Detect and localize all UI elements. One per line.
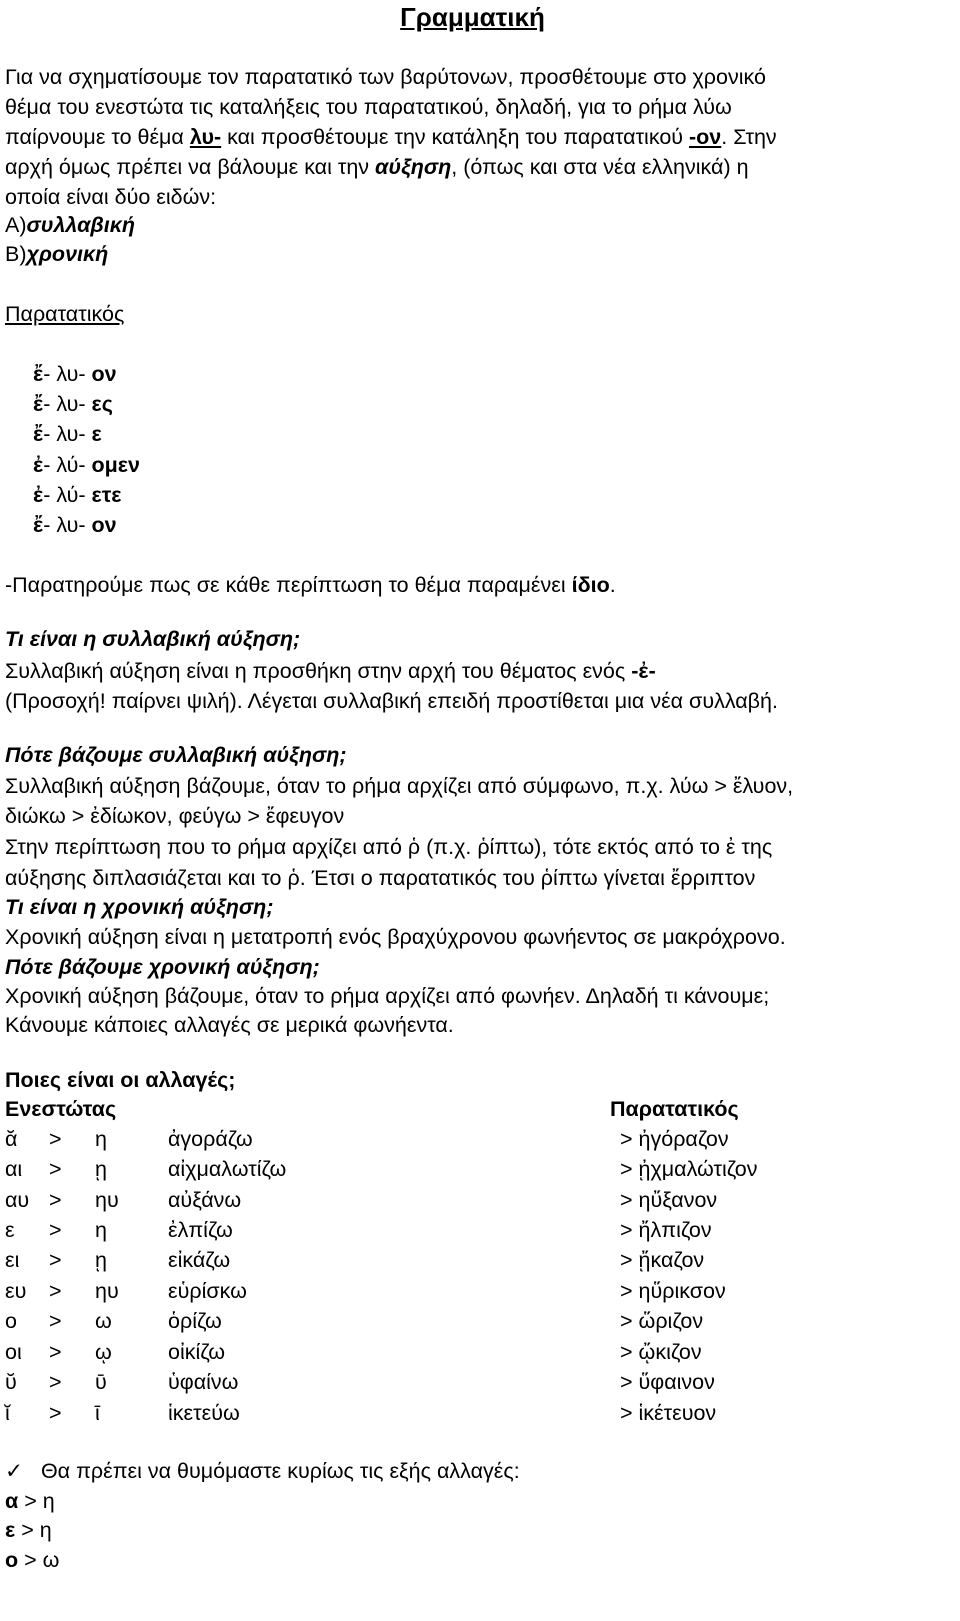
- augment-type-b: Β)χρονική: [5, 242, 109, 266]
- intro-line-4: αρχή όμως πρέπει να βάλουμε και την αύξηση, (όπως και στα νέα ελληνικά) η: [5, 155, 749, 179]
- page-title: Γραμματική: [400, 2, 545, 32]
- conjugation-row: ἔ- λυ- ον: [33, 513, 117, 537]
- answer-temporal-when-1: Χρονική αύξηση βάζουμε, όταν το ρήμα αρχίζει από φωνήεν. Δηλαδή τι κάνουμε;: [5, 984, 770, 1008]
- answer-syllabic-when-1: Συλλαβική αύξηση βάζουμε, όταν το ρήμα αρχίζει από σύμφωνο, π.χ. λύω > ἔλυον,: [5, 774, 794, 798]
- key-change: ο > ω: [5, 1548, 60, 1572]
- intro-line-3: παίρνουμε το θέμα λυ- και προσθέτουμε την κατάληξη του παρατατικού -ον. Στην: [5, 125, 777, 149]
- observation-line: -Παρατηρούμε πως σε κάθε περίπτωση το θέμα παραμένει ίδιο.: [5, 573, 616, 597]
- intro-line-1: Για να σχηματίσουμε τον παρατατικό των βαρύτονων, προσθέτουμε στο χρονικό: [5, 65, 766, 89]
- conjugation-row: ἔ- λυ- ες: [33, 392, 113, 416]
- answer-syllabic-what-1: Συλλαβική αύξηση είναι η προσθήκη στην αρχή του θέματος ενός -ἐ-: [5, 659, 656, 683]
- answer-syllabic-what-2: (Προσοχή! παίρνει ψιλή). Λέγεται συλλαβική επειδή προστίθεται μια νέα συλλαβή.: [5, 689, 778, 713]
- checkmark-icon: ✓: [5, 1459, 24, 1484]
- answer-syllabic-when-4: αύξησης διπλασιάζεται και το ῥ. Έτσι ο παρατατικός του ῥίπτω γίνεται ἔρριπτον: [5, 866, 756, 890]
- table-row: ῐ > ῑ ἱκετεύω > ἱκέτευον: [5, 1401, 717, 1425]
- question-temporal-when: Πότε βάζουμε χρονική αύξηση;: [5, 955, 320, 979]
- table-row: ο > ω ὁρίζω > ὥριζον: [5, 1309, 704, 1333]
- column-header-imperfect: Παρατατικός: [610, 1097, 739, 1121]
- table-row: οι > ῳ οἰκίζω > ᾤκιζον: [5, 1340, 702, 1364]
- remember-line: ✓ Θα πρέπει να θυμόμαστε κυρίως τις εξής αλλαγές:: [5, 1459, 520, 1484]
- changes-heading: Ποιες είναι οι αλλαγές;: [5, 1068, 236, 1092]
- question-syllabic-when: Πότε βάζουμε συλλαβική αύξηση;: [5, 743, 347, 767]
- answer-temporal-what: Χρονική αύξηση είναι η μετατροπή ενός βραχύχρονου φωνήεντος σε μακρόχρονο.: [5, 925, 786, 949]
- table-row: ῠ > ῡ ὑφαίνω > ὕφαινον: [5, 1370, 715, 1394]
- key-change: ε > η: [5, 1518, 52, 1542]
- changes-table-header: [5, 1094, 940, 1124]
- table-row: ει > ῃ εἰκάζω > ᾔκαζον: [5, 1248, 705, 1272]
- table-row: αι > ῃ αἰχμαλωτίζω > ᾐχμαλώτιζον: [5, 1157, 758, 1181]
- question-temporal-what: Τι είναι η χρονική αύξηση;: [5, 895, 274, 919]
- answer-syllabic-when-3: Στην περίπτωση που το ρήμα αρχίζει από ῥ (π.χ. ῥίπτω), τότε εκτός από το ἐ της: [5, 835, 773, 859]
- answer-temporal-when-2: Κάνουμε κάποιες αλλαγές σε μερικά φωνήεντα.: [5, 1013, 454, 1037]
- conjugation-row: ἐ- λύ- ομεν: [33, 453, 140, 477]
- stem-highlight: λυ-: [189, 125, 222, 149]
- conjugation-row: ἐ- λύ- ετε: [33, 483, 122, 507]
- conjugation-row: ἔ- λυ- ον: [33, 362, 117, 386]
- ending-highlight: -ον: [689, 125, 722, 149]
- intro-line-2: θέμα του ενεστώτα τις καταλήξεις του παρατατικού, δηλαδή, για το ρήμα λύω: [5, 95, 732, 119]
- augment-term: αύξηση: [375, 155, 452, 179]
- table-row: ευ > ηυ εὑρίσκω > ηὕρικσον: [5, 1279, 726, 1303]
- table-row: ᾰ > η ἀγοράζω > ἠγόραζον: [5, 1127, 729, 1151]
- table-row: ε > η ἐλπίζω > ἤλπιζον: [5, 1218, 712, 1242]
- question-syllabic-what: Τι είναι η συλλαβική αύξηση;: [5, 627, 301, 651]
- table-row: αυ > ηυ αὐξάνω > ηὔξανον: [5, 1188, 718, 1212]
- conjugation-row: ἔ- λυ- ε: [33, 422, 102, 446]
- paratatikos-heading: Παρατατικός: [5, 302, 125, 326]
- answer-syllabic-when-2: διώκω > ἐδίωκον, φεύγω > ἔφευγον: [5, 804, 345, 828]
- intro-line-5: οποία είναι δύο ειδών:: [5, 185, 217, 209]
- column-header-present: Ενεστώτας: [5, 1097, 117, 1121]
- augment-type-a: Α)συλλαβική: [5, 213, 136, 237]
- key-change: α > η: [5, 1489, 55, 1513]
